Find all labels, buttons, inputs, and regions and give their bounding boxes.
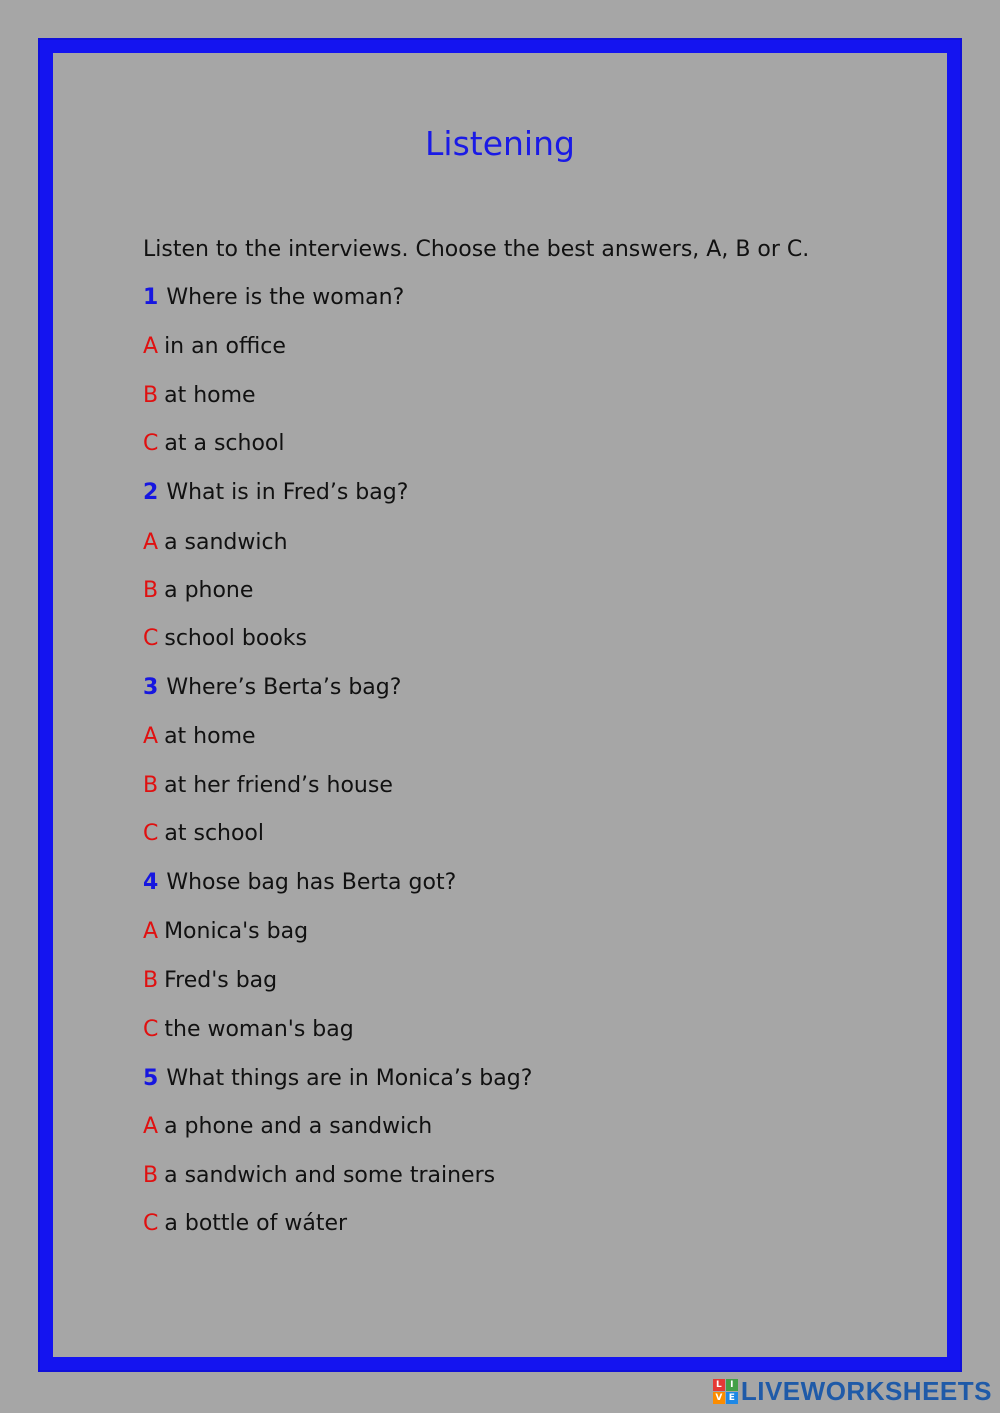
question-text: What things are in Monica’s bag? [166,1066,533,1091]
option-letter: B [143,968,159,993]
option-text: at home [164,724,256,749]
option-text: a bottle of wáter [164,1211,348,1236]
logo-text: LIVEWORKSHEETS [740,1375,992,1406]
option-text: a phone [164,578,254,603]
question-number: 4 [143,870,159,895]
option-letter: B [143,1163,159,1188]
option-text: at home [164,383,256,408]
option-letter: C [143,1211,159,1236]
option-text: the woman's bag [164,1017,354,1042]
question-5 [143,1064,532,1094]
logo-icon: L I V E [713,1379,738,1404]
option-4b[interactable] [143,966,277,996]
option-text: a sandwich and some trainers [164,1163,496,1188]
question-number: 5 [143,1066,159,1091]
option-letter: B [143,383,159,408]
question-text: Where is the woman? [166,285,405,310]
option-3a[interactable] [143,722,256,752]
option-letter: A [143,334,159,359]
question-3 [143,673,401,703]
option-5b[interactable] [143,1161,495,1191]
question-text: Where’s Berta’s bag? [166,675,402,700]
option-letter: A [143,1114,159,1139]
option-letter: A [143,530,159,555]
option-3b[interactable] [143,771,393,801]
option-2c[interactable] [143,624,307,654]
option-5c[interactable] [143,1209,347,1239]
option-2a[interactable] [143,528,288,558]
option-1c[interactable] [143,429,284,459]
worksheet-title: Listening [425,124,575,163]
option-letter: C [143,821,159,846]
option-5a[interactable] [143,1112,432,1142]
question-text: Whose bag has Berta got? [166,870,457,895]
option-text: a sandwich [164,530,288,555]
option-letter: C [143,431,159,456]
option-text: at school [164,821,265,846]
option-letter: A [143,919,159,944]
question-number: 2 [143,480,159,505]
option-text: Monica's bag [164,919,309,944]
question-2 [143,478,408,508]
option-text: at her friend’s house [164,773,393,798]
option-letter: C [143,626,159,651]
option-4c[interactable] [143,1015,354,1045]
option-letter: A [143,724,159,749]
option-4a[interactable] [143,917,308,947]
option-3c[interactable] [143,819,264,849]
question-number: 1 [143,285,159,310]
question-1 [143,283,404,313]
option-text: school books [164,626,307,651]
option-1a[interactable] [143,332,286,362]
option-text: in an office [164,334,286,359]
option-text: at a school [164,431,285,456]
option-1b[interactable] [143,381,256,411]
instruction-text: Listen to the interviews. Choose the best answers, A, B or C. [143,237,810,262]
option-2b[interactable] [143,576,253,606]
question-4 [143,868,456,898]
option-letter: B [143,578,159,603]
option-text: Fred's bag [164,968,278,993]
option-letter: B [143,773,159,798]
question-number: 3 [143,675,159,700]
option-text: a phone and a sandwich [164,1114,433,1139]
question-text: What is in Fred’s bag? [166,480,409,505]
liveworksheets-logo [713,1377,992,1405]
option-letter: C [143,1017,159,1042]
